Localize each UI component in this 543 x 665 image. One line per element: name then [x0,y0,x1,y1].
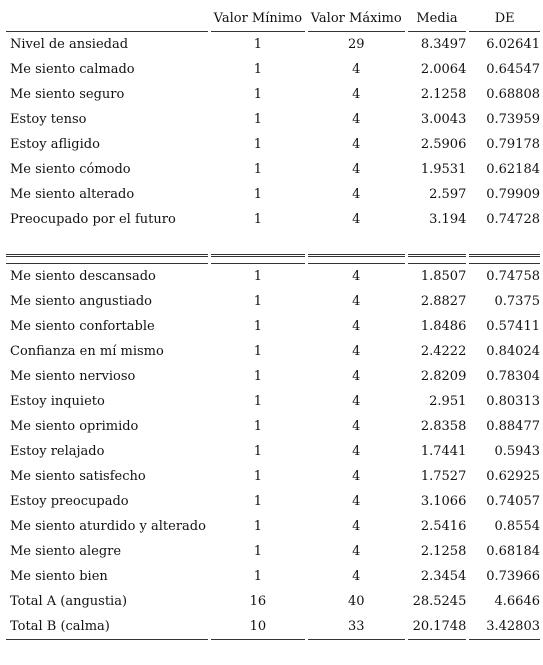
row-label: Me siento descansado [10,269,156,284]
row-label: Me siento alterado [10,187,135,202]
table-row [6,464,540,489]
row-max: 4 [352,87,361,102]
row-min: 1 [253,494,263,509]
table-header [6,6,540,32]
row-sd: 0.68808 [486,87,540,102]
table-row [6,514,540,539]
table-row [6,289,540,314]
row-max: 4 [352,369,361,384]
row-mean: 1.8507 [420,269,467,284]
row-label: Me siento aturdido y alterado [10,519,206,534]
row-label: Estoy relajado [10,444,105,459]
row-min: 1 [253,269,263,284]
row-label: Total B (calma) [6,614,208,640]
row-mean: 2.8358 [420,419,467,434]
row-min: 1 [253,444,263,459]
row-min: 1 [253,569,263,584]
row-min: 1 [253,212,263,227]
table-separator [6,232,540,264]
row-max: 4 [352,344,361,359]
table-row [6,339,540,364]
separator-row-2 [6,257,540,264]
row-mean: 3.0043 [420,112,467,127]
row-mean: 2.5906 [420,137,467,152]
row-sd: 0.57411 [486,319,540,334]
row-mean: 1.8486 [420,319,467,334]
header-row [6,6,540,32]
row-min: 1 [253,37,263,52]
row-max: 4 [352,294,361,309]
row-max: 4 [352,269,361,284]
row-mean: 8.3497 [420,37,467,52]
header-mean: Media [408,6,467,32]
row-label: Me siento calmado [10,62,135,77]
table-row [6,32,540,57]
row-label: Me siento cómodo [10,162,131,177]
row-sd: 0.88477 [486,419,540,434]
row-min: 1 [253,394,263,409]
row-sd: 0.73959 [486,112,540,127]
row-max: 4 [352,162,361,177]
table-row [6,132,540,157]
row-min: 1 [253,544,263,559]
row-max: 4 [352,212,361,227]
row-max: 4 [352,419,361,434]
row-label: Estoy inquieto [10,394,105,409]
table-row [6,207,540,232]
row-label: Preocupado por el futuro [10,212,176,227]
row-max: 4 [352,544,361,559]
row-label: Estoy tenso [10,112,87,127]
row-min: 1 [253,62,263,77]
row-min: 1 [253,469,263,484]
row-sd: 0.74758 [486,269,540,284]
row-label: Estoy afligido [10,137,100,152]
table-row [6,57,540,82]
row-sd: 0.62184 [486,162,540,177]
row-label: Me siento satisfecho [10,469,146,484]
row-label: Confianza en mí mismo [10,344,164,359]
row-mean: 1.7441 [420,444,467,459]
row-min: 1 [253,294,263,309]
row-mean: 2.597 [429,187,467,202]
row-label: Me siento seguro [10,87,125,102]
row-min: 16 [249,594,267,609]
table-row [6,439,540,464]
row-sd: 0.79909 [486,187,540,202]
table-row [6,414,540,439]
row-label: Me siento bien [10,569,108,584]
table-row [6,264,540,289]
row-sd: 0.8554 [494,519,540,534]
row-mean: 1.9531 [420,162,467,177]
table-row [6,589,540,614]
row-label: Nivel de ansiedad [10,37,129,52]
row-max: 4 [352,112,361,127]
row-label: Me siento angustiado [10,294,152,309]
row-label: Me siento alegre [10,544,122,559]
row-mean: 2.8209 [420,369,467,384]
header-max-value: Valor Máximo [308,6,405,32]
row-min: 1 [253,344,263,359]
row-min: 1 [253,369,263,384]
row-sd: 0.62925 [486,469,540,484]
row-mean: 2.8827 [420,294,467,309]
row-mean: 28.5245 [412,594,467,609]
row-sd: 0.7375 [494,294,540,309]
row-max: 4 [352,319,361,334]
row-min: 1 [253,112,263,127]
row-min: 1 [253,162,263,177]
row-sd: 0.79178 [486,137,540,152]
header-min-value: Valor Mínimo [211,6,305,32]
table-row [6,157,540,182]
row-sd: 0.78304 [486,369,540,384]
row-label: Me siento oprimido [10,419,139,434]
statistics-table [3,6,543,640]
table-row [6,182,540,207]
table-row [6,389,540,414]
row-max: 4 [352,519,361,534]
table-row [6,364,540,389]
row-mean: 2.1258 [420,544,467,559]
table-row [6,614,540,640]
header-sd: DE [469,6,540,32]
row-sd: 0.84024 [486,344,540,359]
row-sd: 0.5943 [494,444,540,459]
separator-row [6,232,540,257]
row-max: 4 [352,187,361,202]
row-mean: 3.1066 [420,494,467,509]
row-mean: 2.3454 [420,569,467,584]
table-row [6,564,540,589]
row-sd: 0.80313 [486,394,540,409]
table-row [6,489,540,514]
table-body-group-1 [6,32,540,232]
row-sd: 0.73966 [486,569,540,584]
row-min: 10 [211,614,305,640]
row-min: 1 [253,419,263,434]
row-mean: 2.4222 [420,344,467,359]
table-row [6,539,540,564]
row-label: Me siento confortable [10,319,155,334]
row-min: 1 [253,187,263,202]
row-label: Total A (angustia) [10,594,128,609]
row-sd: 0.74728 [486,212,540,227]
table-body-group-2 [6,264,540,640]
row-max: 4 [352,569,361,584]
row-max: 4 [352,444,361,459]
table-row [6,82,540,107]
row-sd: 0.74057 [486,494,540,509]
row-max: 33 [308,614,405,640]
table-row [6,107,540,132]
row-sd: 0.68184 [486,544,540,559]
table-row [6,314,540,339]
row-sd: 0.64547 [486,62,540,77]
row-min: 1 [253,137,263,152]
row-sd: 3.42803 [469,614,540,640]
row-sd: 4.6646 [494,594,540,609]
row-min: 1 [253,319,263,334]
row-mean: 2.5416 [420,519,467,534]
row-mean: 2.0064 [420,62,467,77]
row-max: 4 [352,62,361,77]
row-max: 4 [352,394,361,409]
row-mean: 3.194 [429,212,467,227]
row-max: 29 [347,37,365,52]
row-label: Me siento nervioso [10,369,136,384]
row-sd: 6.02641 [486,37,540,52]
row-min: 1 [253,87,263,102]
row-mean: 20.1748 [408,614,467,640]
header-item-column [6,6,208,32]
row-mean: 1.7527 [420,469,467,484]
row-max: 4 [352,494,361,509]
row-max: 4 [352,137,361,152]
row-label: Estoy preocupado [10,494,129,509]
row-mean: 2.1258 [420,87,467,102]
row-max: 40 [347,594,365,609]
row-max: 4 [352,469,361,484]
row-min: 1 [253,519,263,534]
row-mean: 2.951 [429,394,467,409]
